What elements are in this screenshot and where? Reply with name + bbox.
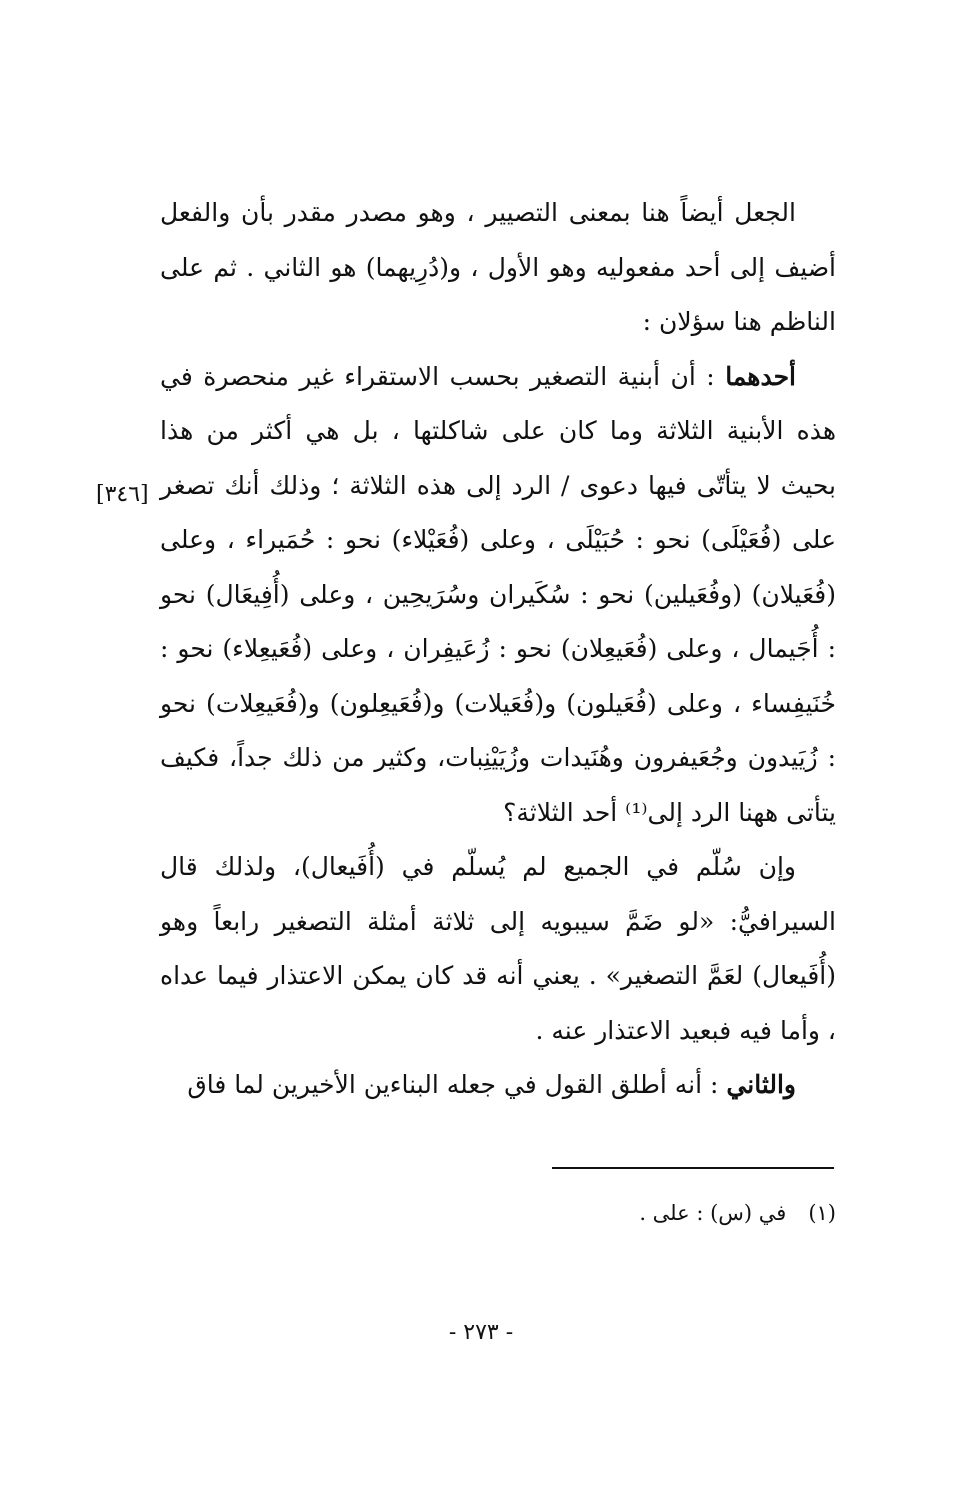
footnote (639, 1198, 836, 1228)
paragraph-4-lead: والثاني (726, 1070, 796, 1099)
paragraph-2 (160, 350, 836, 841)
paragraph-3 (160, 840, 836, 1058)
manuscript-page-ref: [٣٤٦] (96, 482, 149, 507)
footnote-divider (552, 1167, 834, 1169)
paragraph-1 (160, 186, 836, 350)
main-text (160, 186, 836, 1113)
paragraph-4-text: : أنه أطلق القول في جعله البناءين الأخيرين لما فاق (187, 1070, 727, 1099)
paragraph-4 (160, 1058, 836, 1113)
paragraph-2-lead: أحدهما (725, 361, 796, 391)
paragraph-1-text: الجعل أيضاً هنا بمعنى التصيير ، وهو مصدر مقدر بأن والفعل أضيف إلى أحد مفعوليه وهو الأول ، و(دُرِيهما) هو الثاني . ثم على الناظم هنا سؤلان : (160, 198, 836, 336)
paragraph-2-text: : أن أبنية التصغير بحسب الاستقراء غير منحصرة في هذه الأبنية الثلاثة وما كان على شاكلتها ، بل هي أكثر من هذا بحيث لا يتأتّى فيها دعوى / الرد إلى هذه الثلاثة ؛ وذلك أنك تصغر على (فُعَيْلَى) نحو : حُبَيْلَى ، وعلى (فُعَيْلاء) نحو : حُمَيراء ، وعلى (فُعَيلان) (وفُعَيلين) نحو : سُكَيران وسُرَيحِين ، وعلى (أُفِيعَال) نحو : أُجَيمال ، وعلى (فُعَيعِلان) نحو : زُعَيفِران ، وعلى (فُعَيعِلاء) نحو : خُنَيفِساء ، وعلى (فُعَيلون) و(فُعَيلات) و(فُعَيعِلون) و(فُعَيعِلات) نحو : زُيَيدون وجُعَيفرون وهُنَيدات وزُيَيْنِبات، وكثير من ذلك جداً، فكيف يتأتى ههنا الرد إلى⁽¹⁾ أحد الثلاثة؟ (160, 361, 836, 827)
paragraph-3-text: وإن سُلّم في الجميع لم يُسلّم في (أُفَيعال)، ولذلك قال السيرافيُّ: «لو ضَمَّ سيبويه إلى ثلاثة أمثلة التصغير رابعاً وهو (أُفَيعال) لعَمَّ التصغير» . يعني أنه قد كان يمكن الاعتذار فيما عداه ، وأما فيه فبعيد الاعتذار عنه . (160, 852, 836, 1045)
footnote-number: (١) (808, 1201, 836, 1225)
footnote-text: في (س) : على . (639, 1201, 787, 1225)
page-number: - ٢٧٣ - (448, 1320, 514, 1345)
